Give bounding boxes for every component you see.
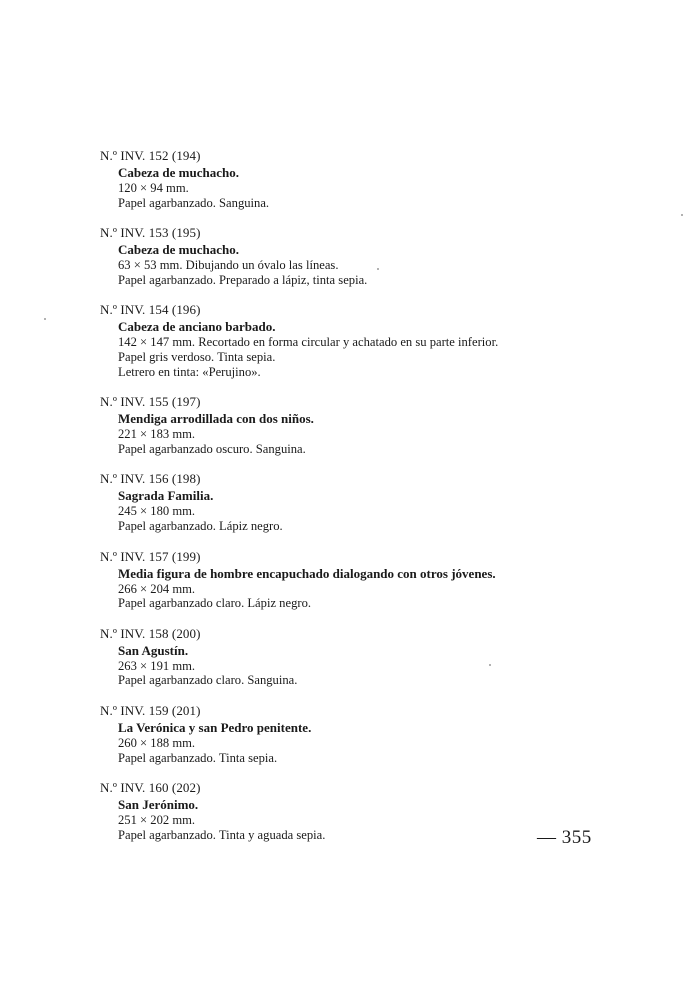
entry-line: 142 × 147 mm. Recortado en forma circular y achatado en su parte inferior. — [118, 335, 499, 350]
entry-line: 63 × 53 mm. Dibujando un óvalo las líneas. — [118, 258, 339, 273]
inventory-number: N.º INV. 160 (202) — [100, 780, 201, 796]
entry-line: Papel agarbanzado. Preparado a lápiz, tinta sepia. — [118, 272, 368, 287]
scan-speck — [489, 664, 491, 666]
entry-line: 263 × 191 mm. — [118, 658, 196, 673]
entry-line: 120 × 94 mm. — [118, 181, 189, 195]
entry-title: Media figura de hombre encapuchado dialogando con otros jóvenes. — [118, 565, 496, 581]
catalog-entry — [100, 548, 660, 611]
entry-details — [118, 720, 660, 765]
entry-details — [118, 488, 660, 533]
entry-line: Papel agarbanzado. Tinta sepia. — [118, 750, 278, 765]
catalog-entry — [100, 625, 660, 688]
entry-title: Mendiga arrodillada con dos niños. — [118, 411, 314, 427]
entry-title: Cabeza de muchacho. — [118, 242, 239, 258]
entry-line: Papel agarbanzado. Tinta y aguada sepia. — [118, 827, 326, 842]
entry-details — [118, 411, 660, 456]
inventory-number: N.º INV. 158 (200) — [100, 625, 201, 641]
catalog-entry — [100, 702, 660, 765]
catalog-entry — [100, 301, 660, 379]
inventory-number: N.º INV. 159 (201) — [100, 702, 201, 718]
catalog-entry — [100, 224, 660, 287]
entry-details — [118, 319, 660, 379]
entry-line: Papel agarbanzado. Sanguina. — [118, 195, 270, 210]
entry-title: San Jerónimo. — [118, 797, 199, 813]
inventory-number: N.º INV. 152 (194) — [100, 148, 201, 163]
entry-line: 221 × 183 mm. — [118, 427, 196, 442]
entry-details — [118, 242, 660, 287]
inventory-number: N.º INV. 154 (196) — [100, 302, 201, 318]
entry-line: Papel agarbanzado oscuro. Sanguina. — [118, 441, 306, 456]
entry-line: Letrero en tinta: «Perujino». — [118, 364, 261, 379]
inventory-number: N.º INV. 155 (197) — [100, 394, 201, 410]
scan-speck — [681, 214, 683, 216]
page-number: — 355 — [537, 827, 592, 848]
catalog-entry — [100, 470, 660, 533]
entry-line: Papel agarbanzado. Lápiz negro. — [118, 518, 283, 533]
inventory-number: N.º INV. 156 (198) — [100, 471, 201, 487]
entry-details — [118, 566, 660, 611]
scan-speck — [377, 268, 379, 270]
entry-title: Cabeza de muchacho. — [118, 165, 239, 180]
entry-line: 251 × 202 mm. — [118, 813, 196, 828]
entry-details — [118, 165, 660, 210]
inventory-number: N.º INV. 157 (199) — [100, 548, 201, 564]
entry-line: Papel gris verdoso. Tinta sepia. — [118, 349, 276, 364]
entry-line: Papel agarbanzado claro. Sanguina. — [118, 673, 298, 688]
entry-line: 260 × 188 mm. — [118, 735, 196, 750]
entry-title: La Verónica y san Pedro penitente. — [118, 719, 312, 735]
entry-title: San Agustín. — [118, 642, 189, 658]
entry-details — [118, 643, 660, 688]
catalog-entries — [100, 147, 660, 856]
entry-line: 245 × 180 mm. — [118, 504, 196, 519]
inventory-number: N.º INV. 153 (195) — [100, 225, 201, 241]
entry-title: Cabeza de anciano barbado. — [118, 319, 276, 335]
entry-line: Papel agarbanzado claro. Lápiz negro. — [118, 596, 312, 611]
entry-title: Sagrada Familia. — [118, 488, 214, 504]
catalog-entry — [100, 393, 660, 456]
scan-speck — [44, 318, 46, 320]
catalog-entry — [100, 147, 660, 210]
entry-line: 266 × 204 mm. — [118, 581, 196, 596]
